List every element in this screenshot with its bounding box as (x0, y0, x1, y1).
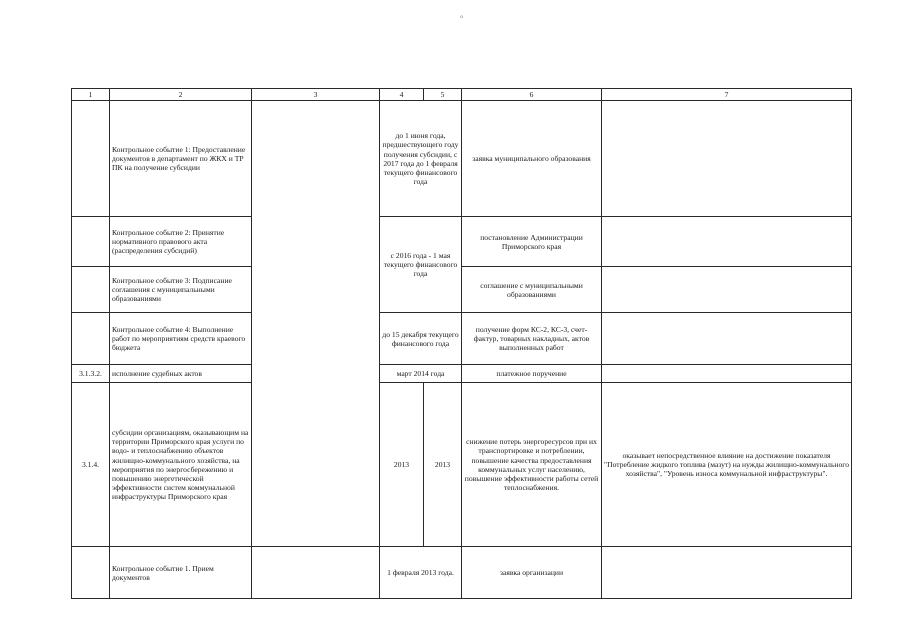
table-row (72, 267, 852, 313)
table-row (72, 217, 852, 267)
event-cell: исполнение судебных актов (110, 365, 252, 383)
impact-cell (602, 217, 852, 267)
column-number-row (72, 89, 852, 101)
impact-cell (602, 313, 852, 365)
document-cell: соглашение с муниципальными образованиями (462, 267, 602, 313)
impact-cell (602, 365, 852, 383)
row-number-cell (72, 267, 110, 313)
column-number-5: 5 (424, 89, 462, 101)
program-events-table (71, 88, 852, 599)
executor-cell (252, 547, 380, 599)
page-mark: ° (460, 14, 464, 23)
impact-cell (602, 267, 852, 313)
row-number-cell: 3.1.4. (72, 383, 110, 547)
date-cell: до 15 декабря текущего финансового года (380, 313, 462, 365)
column-number-3: 3 (252, 89, 380, 101)
document-cell: постановление Администрации Приморского края (462, 217, 602, 267)
date-cell: с 2016 года - 1 мая текущего финансового года (380, 217, 462, 313)
table-row (72, 547, 852, 599)
column-number-7: 7 (602, 89, 852, 101)
row-number-cell (72, 217, 110, 267)
result-cell: снижение потерь энергоресурсов при их транспортировке и потреблении, повышение качества предоставления коммунальных услуг населению, повышение эффективности работы сетей теплоснабжения. (462, 383, 602, 547)
event-cell: Контрольное событие 1. Прием документов (110, 547, 252, 599)
document-cell: заявка муниципального образования (462, 101, 602, 217)
event-cell: субсидии организациям, оказывающим на территории Приморского края услуги по водо- и теплоснабжению объектов жилищно-коммунального хозяйства, на мероприятия по энергосбережению и повышению энергетической эффективности систем коммунальной инфраструктуры Приморского края (110, 383, 252, 547)
impact-cell: оказывает непосредственное влияние на достижение показателя "Потребление жидкого топлива (мазут) на нужды жилищно-коммунального хозяйства", "Уровень износа коммунальной инфраструктуры". (602, 383, 852, 547)
event-cell: Контрольное событие 4: Выполнение работ по мероприятиям средств краевого бюджета (110, 313, 252, 365)
end-year-cell: 2013 (424, 383, 462, 547)
event-cell: Контрольное событие 3: Подписание соглашения с муниципальными образованиями (110, 267, 252, 313)
column-number-4: 4 (380, 89, 424, 101)
date-cell: март 2014 года (380, 365, 462, 383)
column-number-2: 2 (110, 89, 252, 101)
event-cell: Контрольное событие 2: Принятие нормативного правового акта (распределения субсидий) (110, 217, 252, 267)
row-number-cell (72, 547, 110, 599)
executor-cell (252, 101, 380, 547)
impact-cell (602, 101, 852, 217)
impact-cell (602, 547, 852, 599)
start-year-cell: 2013 (380, 383, 424, 547)
document-cell: получение форм КС-2, КС-3, счет-фактур, товарных накладных, актов выполненных работ (462, 313, 602, 365)
column-number-1: 1 (72, 89, 110, 101)
column-number-6: 6 (462, 89, 602, 101)
row-number-cell: 3.1.3.2. (72, 365, 110, 383)
document-cell: заявка организации (462, 547, 602, 599)
event-cell: Контрольное событие 1: Предоставление документов в департамент по ЖКХ и ТР ПК на получение субсидии (110, 101, 252, 217)
table-row (72, 313, 852, 365)
row-number-cell (72, 313, 110, 365)
table-row (72, 365, 852, 383)
row-number-cell (72, 101, 110, 217)
date-cell: 1 февраля 2013 года. (380, 547, 462, 599)
document-cell: платежное поручение (462, 365, 602, 383)
table-row (72, 383, 852, 547)
date-cell: до 1 июня года, предшествующего году получения субсидии, с 2017 года до 1 февраля текущего финансового года (380, 101, 462, 217)
table-row (72, 101, 852, 217)
